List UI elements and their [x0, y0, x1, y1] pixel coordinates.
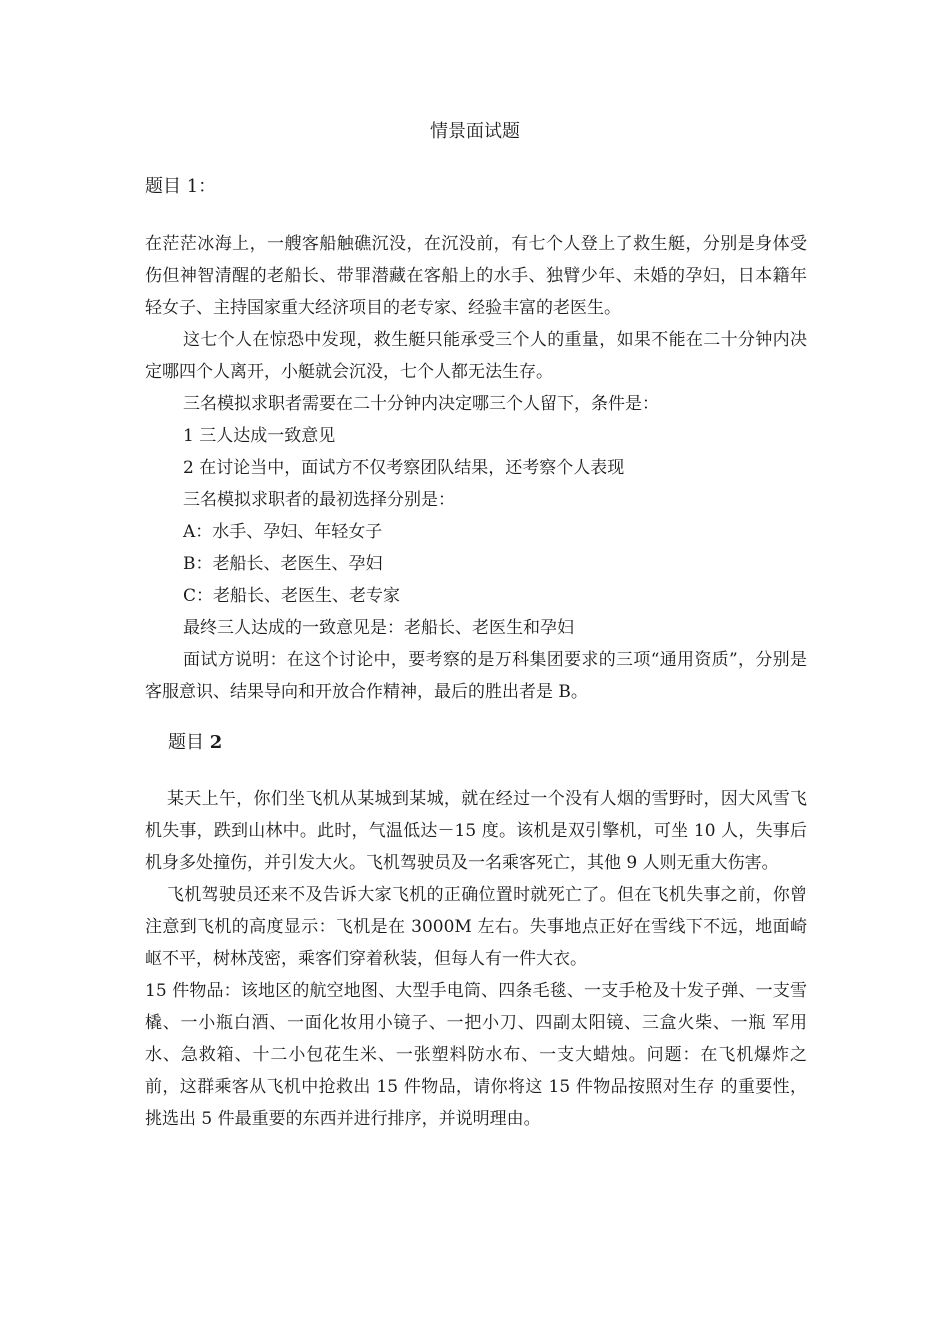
- q2-items-and-question: 15 件物品：该地区的航空地图、大型手电筒、四条毛毯、一支手枪及十发子弹、一支雪橇、一小瓶白酒、一面化妆用小镜子、一把小刀、四副太阳镜、三盒火柴、一瓶 军用水、急救箱、十二小包花生米、一张塑料防水布、一支大蜡烛。问题：在飞机爆炸之前，这群乘客从飞机中抢救出 15 件物品，请你将这 15 件物品按照对生存 的重要性，挑选出 5 件最重要的东西并进行排序，并说明理由。: [145, 981, 807, 1129]
- q1-task-paragraph: 三名模拟求职者需要在二十分钟内决定哪三个人留下，条件是：: [183, 394, 659, 414]
- q1-choice-a: A：水手、孕妇、年轻女子: [183, 522, 383, 542]
- q2-details-paragraph: 飞机驾驶员还来不及告诉大家飞机的正确位置时就死亡了。但在飞机失事之前，你曾注意到飞机的高度显示：飞机是在 3000M 左右。失事地点正好在雪线下不远，地面崎岖不平，树林茂密，乘客们穿着秋装，但每人有一件大衣。: [145, 885, 807, 969]
- q1-condition-2: 2 在讨论当中，面试方不仅考察团队结果，还考察个人表现: [183, 458, 625, 478]
- q1-initial-choices-intro: 三名模拟求职者的最初选择分别是：: [183, 490, 455, 510]
- question-1-body: [145, 228, 807, 708]
- q2-scenario-paragraph: 某天上午，你们坐飞机从某城到某城，就在经过一个没有人烟的雪野时，因大风雪飞机失事，跌到山林中。此时，气温低达－15 度。该机是双引擎机，可坐 10 人，失事后机身多处撞伤，并引发大火。飞机驾驶员及一名乘客死亡，其他 9 人则无重大伤害。: [145, 789, 807, 873]
- q1-choice-c: C：老船长、老医生、老专家: [183, 586, 401, 606]
- question-2-body: [145, 783, 807, 1135]
- q1-constraint-paragraph: 这七个人在惊恐中发现，救生艇只能承受三个人的重量，如果不能在二十分钟内决定哪四个人离开，小艇就会沉没，七个人都无法生存。: [145, 330, 807, 382]
- q1-scenario-paragraph: 在茫茫冰海上，一艘客船触礁沉没，在沉没前，有七个人登上了救生艇，分别是身体受伤但神智清醒的老船长、带罪潜藏在客船上的水手、独臂少年、未婚的孕妇，日本籍年轻女子、主持国家重大经济项目的老专家、经验丰富的老医生。: [145, 234, 807, 318]
- question-1-heading: 题目 1：: [145, 176, 217, 197]
- question-2-heading-number: 2: [209, 732, 223, 753]
- q1-final-consensus: 最终三人达成的一致意见是：老船长、老医生和孕妇: [183, 618, 574, 638]
- q1-interviewer-note: 面试方说明：在这个讨论中，要考察的是万科集团要求的三项“通用资质”，分别是客服意识、结果导向和开放合作精神，最后的胜出者是 B。: [145, 650, 807, 702]
- q1-choice-b: B：老船长、老医生、孕妇: [183, 554, 383, 574]
- document-title: 情景面试题: [430, 121, 520, 142]
- question-2-heading: [168, 731, 222, 755]
- q1-condition-1: 1 三人达成一致意见: [183, 426, 336, 446]
- question-2-heading-prefix: 题目: [168, 732, 210, 753]
